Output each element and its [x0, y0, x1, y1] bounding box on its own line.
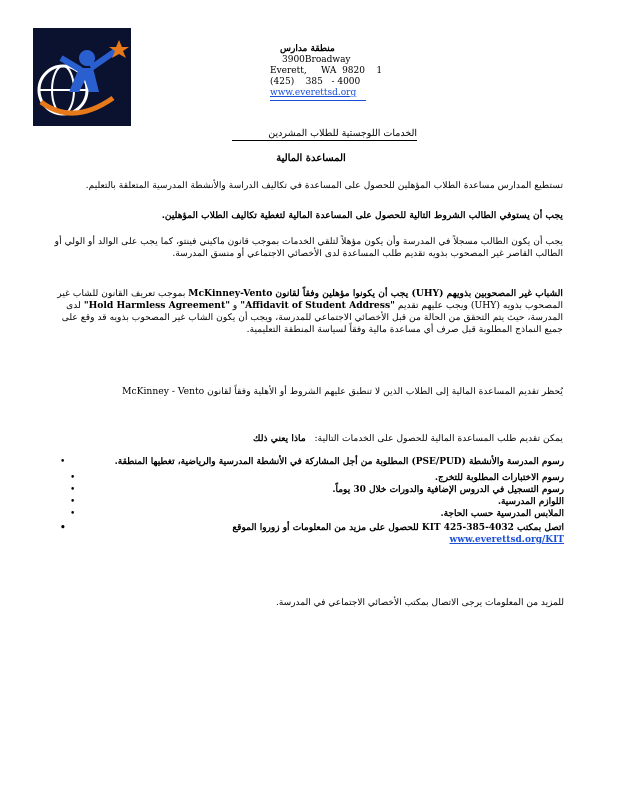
phone-line [270, 77, 400, 88]
conjunction: و [232, 300, 238, 311]
list-item [60, 508, 564, 520]
address-block [270, 44, 400, 101]
bullet-icon: • [60, 523, 66, 533]
zip: 9820 [342, 66, 365, 76]
bullet-icon: • [70, 485, 76, 495]
phone-line-number: - 4000 [331, 77, 361, 87]
kit-url-line [60, 534, 564, 546]
paragraph-intro: تستطيع المدارس مساعدة الطلاب المؤهلين للحصول على المساعدة في تكاليف الدراسة والأنشطة المدرسية المتعلقة بالتعليم. [85, 180, 563, 191]
uhy-definition: بموجب تعريف القانون للشاب غير المصحوب بذويه (UHY) ويجب عليهم تقديم [57, 288, 563, 311]
service-tests: رسوم الاختبارات المطلوبة للتخرج. [434, 473, 564, 483]
service-clothing: الملابس المدرسية حسب الحاجة. [440, 509, 564, 519]
state: WA [321, 66, 337, 76]
school-name: منطقة مدارس [280, 44, 335, 54]
paragraph-restriction [53, 386, 563, 398]
kit-website-link[interactable]: www.everettsd.org/KIT [449, 535, 564, 545]
bullet-icon: • [60, 457, 66, 467]
website-link[interactable]: www.everettsd.org [270, 88, 357, 98]
paragraph-uhy [53, 288, 563, 336]
affidavit-form: "Affidavit of Student Address" [240, 300, 395, 311]
service-fees: رسوم المدرسة والأنشطة (PSE/PUD) المطلوبة من أجل المشاركة في الأنشطة المدرسية والرياضية، تغطيها المنطقة. [114, 457, 564, 467]
list-item [60, 456, 564, 468]
service-supplies: اللوازم المدرسية. [497, 497, 564, 507]
footer-note: للمزيد من المعلومات يرجى الاتصال بمكتب الأخصائي الاجتماعي في المدرسة. [275, 598, 564, 608]
bullet-icon: • [70, 497, 76, 507]
uhy-intro: الشباب غير المصحوبين بذويهم (UHY) يجب أن يكونوا مؤهلين وفقاً لقانون [275, 288, 563, 299]
paragraph-services [53, 433, 563, 445]
kit-suffix: للحصول على مزيد من المعلومات أو زوروا الموقع [232, 523, 419, 533]
restriction-text: يُحظر تقديم المساعدة المالية إلى الطلاب الذين لا تنطبق عليهم الشروط أو الأهلية وفقاً لقانون [207, 386, 563, 397]
phone-prefix: 385 [305, 77, 323, 87]
bullet-icon: • [70, 509, 76, 519]
list-item [60, 522, 564, 534]
kit-phone: 425-385-4032 [443, 523, 514, 533]
services-list [60, 456, 564, 546]
service-registration: رسوم التسجيل في الدروس الإضافية والدورات خلال 30 يوماً. [332, 485, 564, 495]
services-note: ماذا يعني ذلك [252, 433, 306, 444]
website-underline [270, 100, 366, 101]
paragraph-requirements: يجب أن يستوفي الطالب الشروط التالية للحصول على المساعدة المالية لتغطية تكاليف الطلاب المؤهلين. [161, 210, 563, 221]
uhy-verification: لدى المدرسة، حيث يتم التحقق من الحالة من قبل الأخصائي الاجتماعي للمدرسة، ويجب أن يكون الشاب غير المصحوب بذويه قد وقع على جميع النماذج المطلوبة قبل صرف أي مساعدة مالية وفقاً لسياسة المنطقة التعليمية. [61, 300, 563, 335]
list-item [60, 496, 564, 508]
kit-name: KIT [421, 523, 441, 533]
mckinney-vento-act: McKinney - Vento [122, 386, 205, 397]
hold-harmless-form: "Hold Harmless Agreement" [83, 300, 230, 311]
bullet-icon: • [70, 473, 76, 483]
paragraph-eligibility: يجب أن يكون الطالب مسجلاً في المدرسة وأن يكون مؤهلاً لتلقي الخدمات بموجب قانون ماكيني فينتو، كما يجب على الوالد أو الولي أو الطالب القاصر غير المصحوب بذويه تقديم طلب المساعدة لدى الأخصائي الاجتماعي أو منسق المدرسة. [54, 236, 563, 259]
zip-suffix: 1 [376, 66, 383, 76]
phone-area: (425) [270, 77, 295, 87]
city: Everett, [270, 66, 307, 76]
subheading: الخدمات اللوجستية للطلاب المشردين [232, 128, 417, 141]
kit-prefix: اتصل بمكتب [517, 523, 564, 533]
district-logo [33, 28, 131, 126]
services-intro: يمكن تقديم طلب المساعدة المالية للحصول على الخدمات التالية: [314, 433, 563, 444]
list-item [60, 472, 564, 484]
district-logo-graphic [33, 28, 131, 126]
street-address: 3900Broadway [282, 55, 351, 65]
list-item [60, 484, 564, 496]
mckinney-vento-term: McKinney-Vento [188, 288, 273, 299]
page-title: المساعدة المالية [276, 153, 346, 164]
city-line [270, 66, 400, 77]
